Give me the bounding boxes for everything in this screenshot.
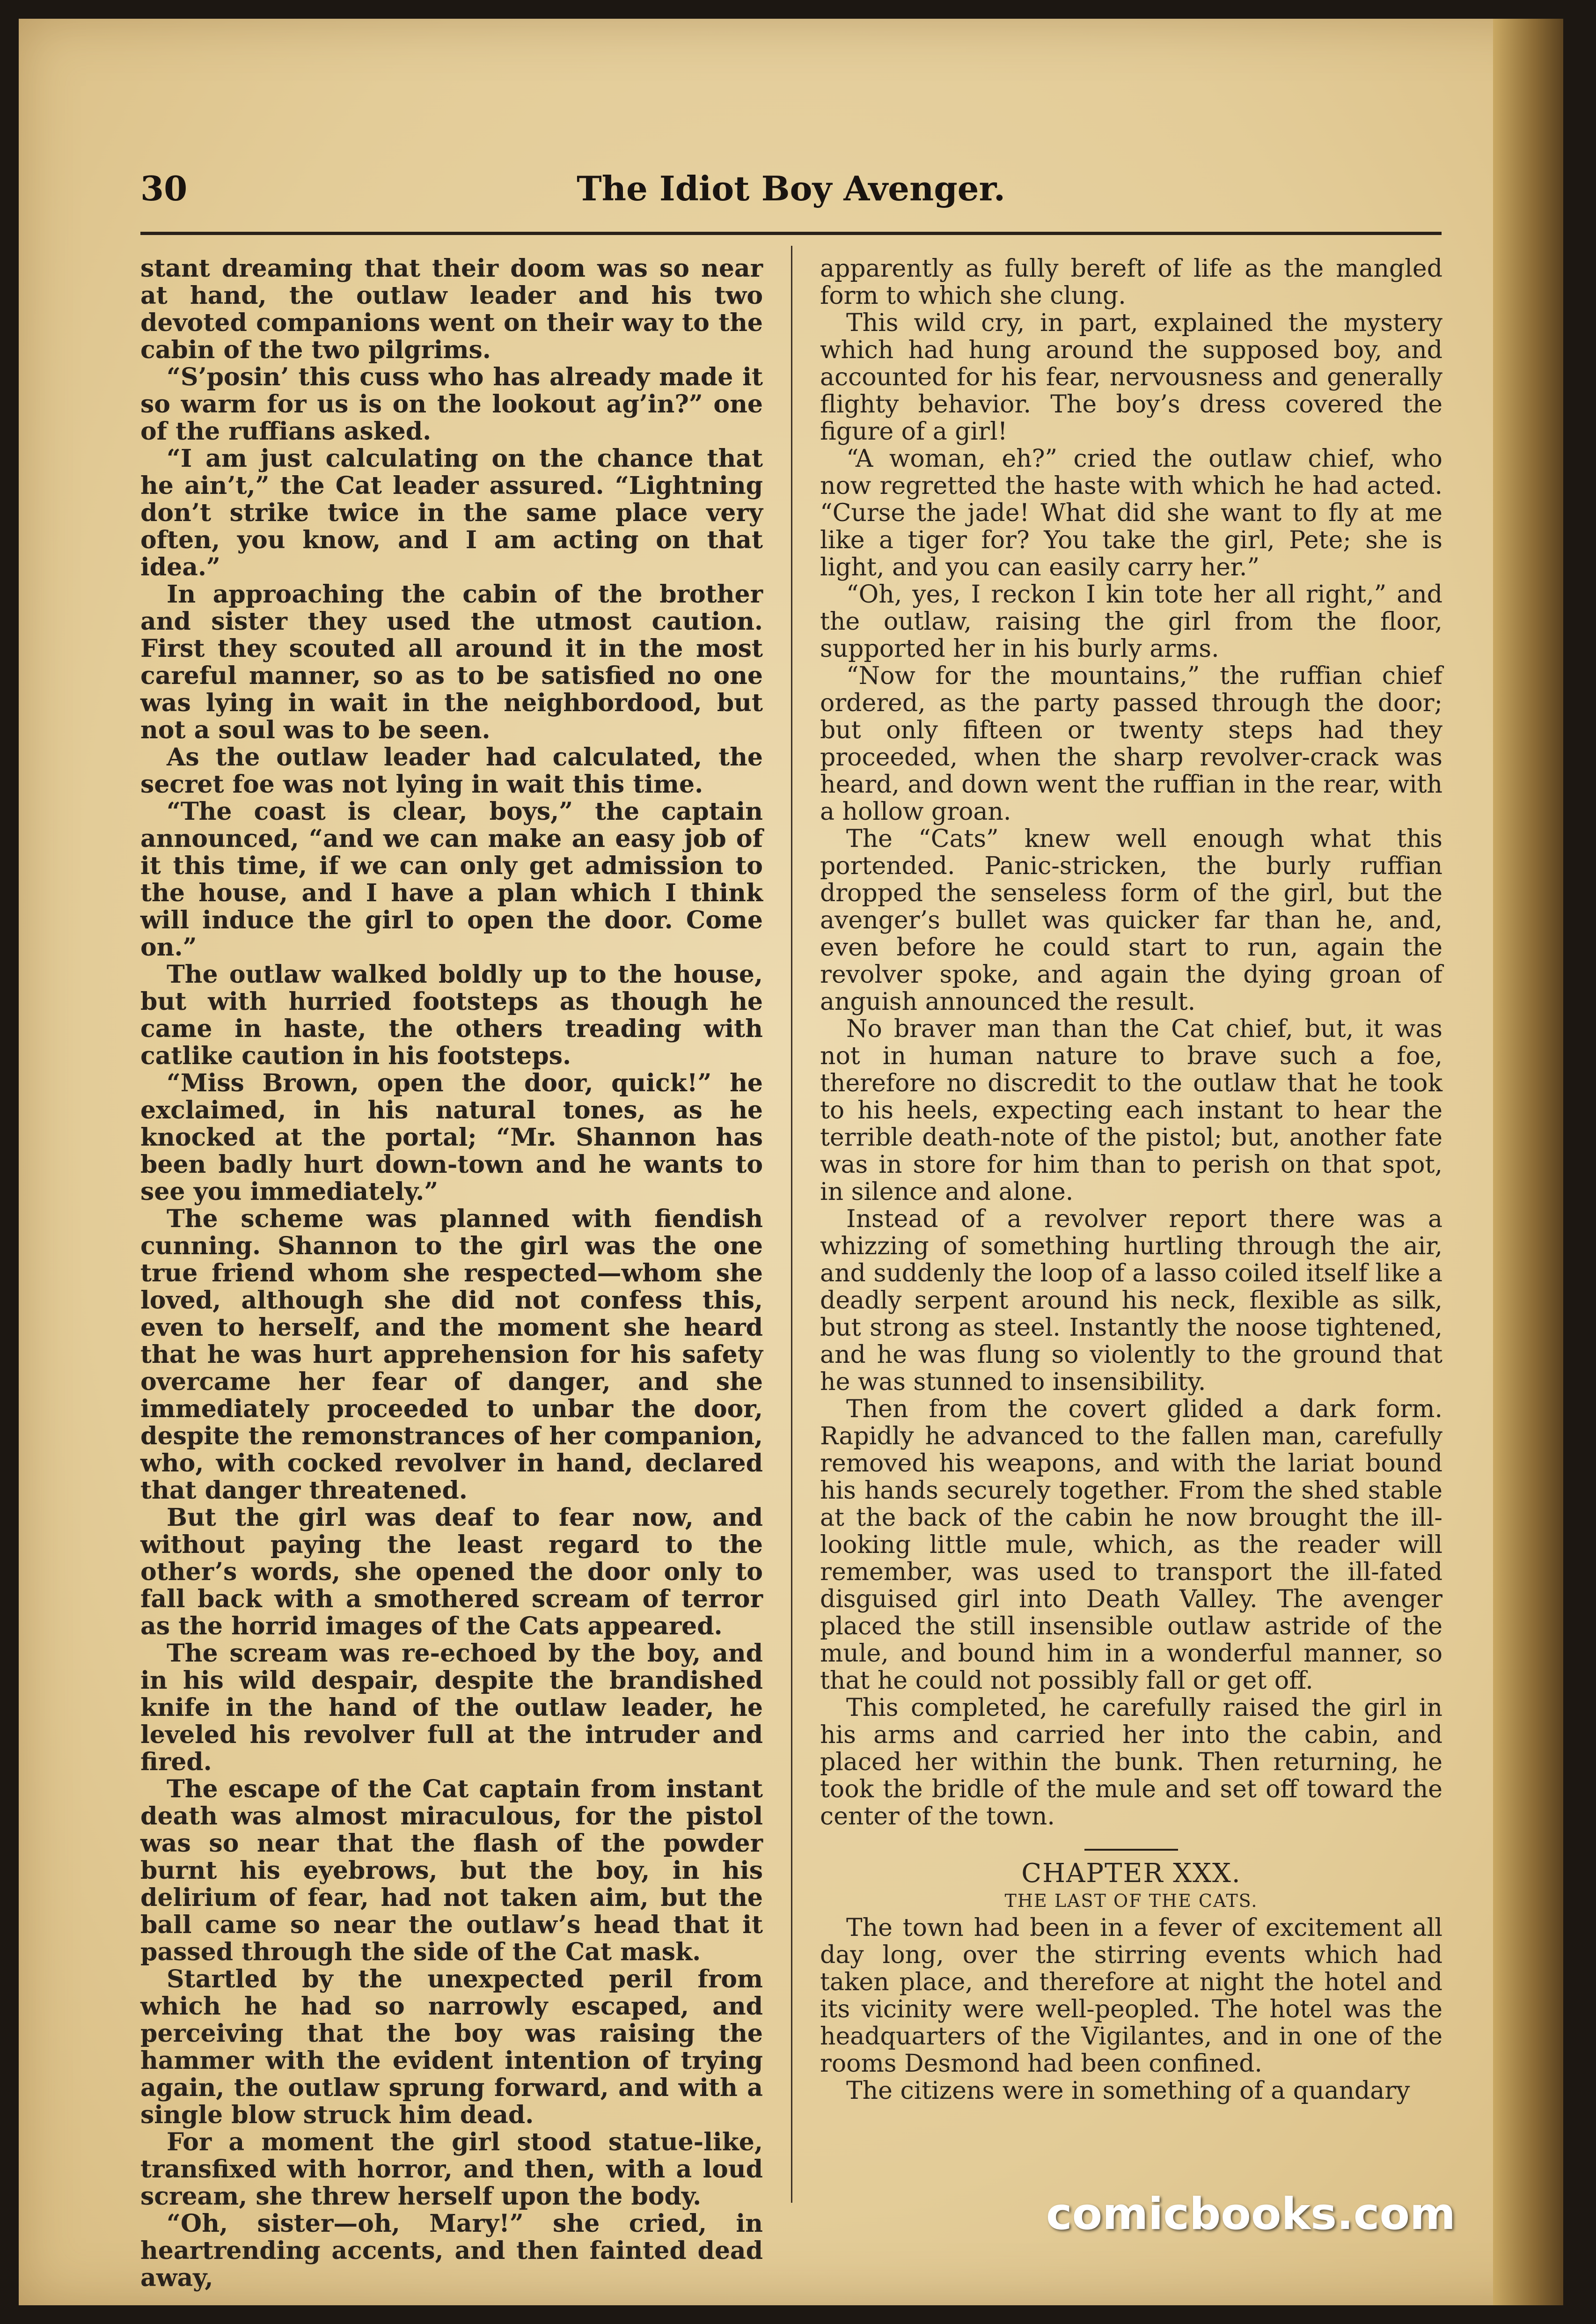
paragraph: The town had been in a fever of excitement all day long, over the stirring events which had taken place, and therefore at night the hotel and its vicinity were well-peopled. The hotel was the headquarters of the Vigilantes, and in one of the rooms Desmond had been confined.: [820, 1914, 1442, 2078]
paragraph: For a moment the girl stood statue-like, transfixed with horror, and then, with a loud scream, she threw herself upon the body.: [140, 2128, 763, 2211]
paragraph: But the girl was deaf to fear now, and without paying the least regard to the other’s words, she opened the door only to fall back with a smothered scream of terror as the horrid images of the Cats appeared.: [140, 1503, 763, 1640]
paragraph: “Miss Brown, open the door, quick!” he exclaimed, in his natural tones, as he knocked at the portal; “Mr. Shannon has been badly hurt down-town and he wants to see you immediately.”: [140, 1069, 763, 1206]
paragraph: “The coast is clear, boys,” the captain announced, “and we can make an easy job of it this time, if we can only get admission to the house, and I have a plan which I think will induce the girl to open the door. Come on.”: [140, 797, 763, 962]
paragraph: The scheme was planned with fiendish cunning. Shannon to the girl was the one true friend whom she respected—whom she loved, although she did not confess this, even to herself, and the moment she heard that he was hurt apprehension for his safety overcame her fear of danger, and she immediately proceeded to unbar the door, despite the remonstrances of her companion, who, with cocked revolver in hand, declared that danger threatened.: [140, 1205, 763, 1505]
paragraph: Then from the covert glided a dark form. Rapidly he advanced to the fallen man, carefully removed his weapons, and with the lariat bound his hands securely together. From the shed stable at the back of the cabin he now brought the ill-looking little mule, which, as the reader will remember, was used to transport the ill-fated disguised girl into Death Valley. The avenger placed the still insensible outlaw astride of the mule, and bound him in a wonderful manner, so that he could not possibly fall or get off.: [820, 1395, 1442, 1695]
column-divider: [791, 246, 792, 2203]
paragraph: Instead of a revolver report there was a whizzing of something hurtling through the air, and suddenly the loop of a lasso coiled itself like a deadly serpent around his neck, flexible as silk, but strong as steel. Instantly the noose tightened, and he was flung so violently to the ground that he was stunned to insensibility.: [820, 1205, 1442, 1396]
paragraph: “A woman, eh?” cried the outlaw chief, who now regretted the haste with which he had acted. “Curse the jade! What did she want to fly at me like a tiger for? You take the girl, Pete; she is light, and you can easily carry her.”: [820, 445, 1442, 581]
chapter-subtitle: THE LAST OF THE CATS.: [1004, 1890, 1258, 1911]
paragraph: apparently as fully bereft of life as the mangled form to which she clung.: [820, 255, 1442, 310]
paragraph: As the outlaw leader had calculated, the secret foe was not lying in wait this time.: [140, 743, 763, 799]
paragraph: Startled by the unexpected peril from which he had so narrowly escaped, and perceiving that the boy was raising the hammer with the evident intention of trying again, the outlaw sprung forward, and with a single blow struck him dead.: [140, 1965, 763, 2129]
paragraph: The citizens were in something of a quandary: [846, 2077, 1410, 2105]
left-column: [140, 254, 763, 2292]
paragraph: This completed, he carefully raised the girl in his arms and carried her into the cabin, and placed her within the bunk. Then returning, he took the bridle of the mule and set off toward the center of the town.: [820, 1694, 1442, 1831]
page-number: 30: [140, 169, 188, 208]
page-binding-edge: [1493, 19, 1563, 2305]
right-column: [820, 255, 1442, 2198]
paragraph: “I am just calculating on the chance that he ain’t,” the Cat leader assured. “Lightning don’t strike twice in the same place very often, you know, and I am acting on that idea.”: [140, 444, 763, 581]
paragraph: The scream was re-echoed by the boy, and in his wild despair, despite the brandished knife in the hand of the outlaw leader, he leveled his revolver full at the intruder and fired.: [140, 1639, 763, 1776]
header-rule: [140, 232, 1442, 235]
paragraph: “Oh, yes, I reckon I kin tote her all right,” and the outlaw, raising the girl from the floor, supported her in his burly arms.: [820, 581, 1442, 663]
watermark-logo: comicbooks.com: [1046, 2189, 1456, 2240]
running-title: The Idiot Boy Avenger.: [577, 169, 1005, 208]
paragraph: The outlaw walked boldly up to the house, but with hurried footsteps as though he came in haste, the others treading with catlike caution in his footsteps.: [140, 960, 763, 1070]
book-page: [19, 19, 1563, 2305]
paragraph: The “Cats” knew well enough what this portended. Panic-stricken, the burly ruffian dropped the senseless form of the girl, but the avenger’s bullet was quicker far than he, and, even before he could start to run, again the revolver spoke, and again the dying groan of anguish announced the result.: [820, 825, 1442, 1016]
chapter-title: CHAPTER XXX.: [1021, 1858, 1241, 1889]
paragraph: “S’posin’ this cuss who has already made it so warm for us is on the lookout ag’in?” one of the ruffians asked.: [140, 363, 763, 446]
page-header: [140, 159, 1442, 229]
paragraph: “Now for the mountains,” the ruffian chief ordered, as the party passed through the door; but only fifteen or twenty steps had they proceeded, when the sharp revolver-crack was heard, and down went the ruffian in the rear, with a hollow groan.: [820, 662, 1442, 826]
paragraph: The escape of the Cat captain from instant death was almost miraculous, for the pistol was so near that the flash of the powder burnt his eyebrows, but the boy, in his delirium of fear, had not taken aim, but the ball came so near the outlaw’s head that it passed through the side of the Cat mask.: [140, 1775, 763, 1966]
paragraph: No braver man than the Cat chief, but, it was not in human nature to brave such a foe, therefore no discredit to the outlaw that he took to his heels, expecting each instant to hear the terrible death-note of the pistol; but, another fate was in store for him than to perish on that spot, in silence and alone.: [820, 1015, 1442, 1206]
paragraph: This wild cry, in part, explained the mystery which had hung around the supposed boy, and accounted for his fear, nervousness and generally flighty behavior. The boy’s dress covered the figure of a girl!: [820, 309, 1442, 446]
paragraph: “Oh, sister—oh, Mary!” she cried, in heartrending accents, and then fainted dead away,: [140, 2209, 763, 2292]
chapter-rule: [1084, 1849, 1178, 1851]
paragraph: In approaching the cabin of the brother and sister they used the utmost caution. First they scouted all around it in the most careful manner, so as to be satisfied no one was lying in wait in the neighbordood, but not a soul was to be seen.: [140, 580, 763, 744]
paragraph: stant dreaming that their doom was so near at hand, the outlaw leader and his two devoted companions went on their way to the cabin of the two pilgrims.: [140, 254, 763, 364]
